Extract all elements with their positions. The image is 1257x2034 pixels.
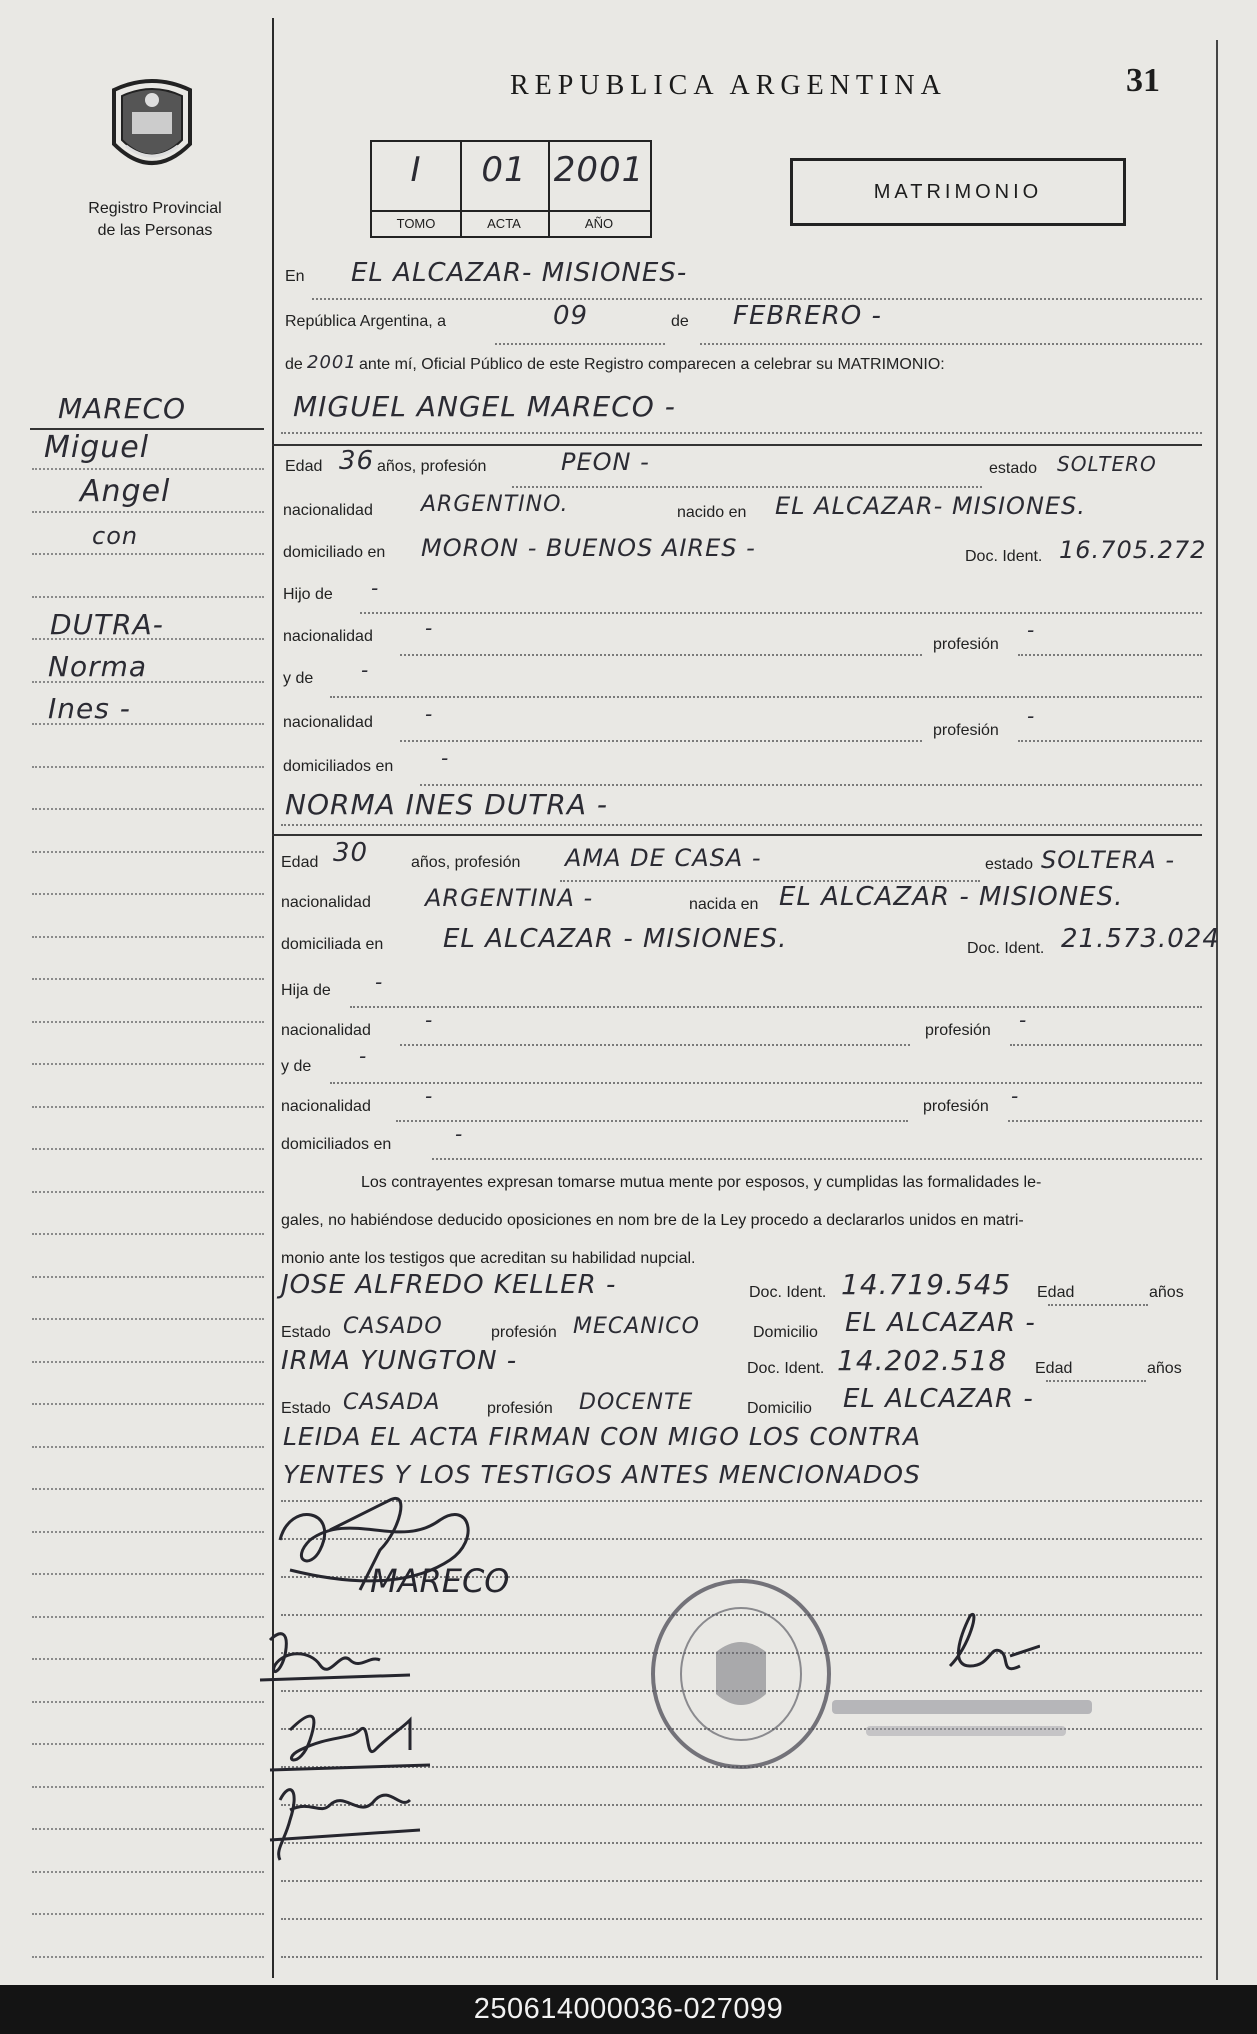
row-groom-padres-domicilio (281, 746, 1201, 786)
bride-madre-profesion-blank: - (1011, 1084, 1020, 1108)
dotline (396, 1120, 908, 1122)
margin-ruled-line (32, 681, 264, 683)
dotline (330, 696, 1202, 698)
registry-name (50, 198, 260, 242)
acta-label: ACTA (460, 210, 548, 236)
bride-domicilio-label: domiciliada en (281, 936, 384, 953)
row-groom-madre (281, 658, 1201, 698)
bride-anos-profesion-label: años, profesión (411, 854, 521, 871)
en-label: En (285, 268, 305, 285)
groom-profesion: PEON - (561, 448, 650, 476)
bride-section-rule (272, 834, 1202, 836)
officer-signature (920, 1596, 1040, 1696)
dotline (1018, 740, 1202, 742)
page-title: REPUBLICA ARGENTINA (510, 70, 947, 101)
officer-stamp-blur (866, 1726, 1066, 1736)
groom-edad: 36 (339, 446, 375, 476)
dotline (400, 654, 922, 656)
bride-y-de-label: y de (281, 1058, 312, 1075)
witness2-doc-label: Doc. Ident. (747, 1360, 825, 1377)
row-witness2-estado (281, 1384, 1201, 1424)
row-groom-domicilio (281, 534, 1207, 572)
margin-ruled-line (32, 1616, 264, 1618)
groom-padre-profesion-blank: - (1027, 618, 1036, 642)
groom-madre-profesion-label: profesión (933, 722, 999, 739)
tomo-cell (372, 142, 462, 236)
groom-nacido-label: nacido en (677, 504, 747, 521)
bride-edad: 30 (333, 838, 369, 868)
margin-ruled-line (32, 1446, 264, 1448)
dotline (281, 824, 1202, 826)
witness1-estado-label: Estado (281, 1324, 331, 1341)
margin-ruled-line (32, 1191, 264, 1193)
groom-anos-profesion-label: años, profesión (377, 458, 487, 475)
margin-ruled-line (32, 1403, 264, 1405)
witness1-profesion: MECANICO (573, 1314, 700, 1339)
witness2-domicilio: EL ALCAZAR - (843, 1384, 1034, 1414)
dotline (312, 298, 1202, 300)
anio-label: AÑO (548, 210, 650, 236)
margin-note-first: Miguel (44, 430, 150, 465)
margin-note-con: con (92, 522, 139, 550)
witness2-estado: CASADA (343, 1390, 441, 1415)
body-ruled-line (281, 1956, 1202, 1958)
month-value: FEBRERO - (733, 301, 882, 331)
bride-padre-nac-blank: - (425, 1008, 434, 1032)
bride-hija-blank: - (375, 970, 384, 994)
margin-ruled-line (32, 1658, 264, 1660)
page-number: 31 (1126, 62, 1160, 99)
closing-line-2: YENTES Y LOS TESTIGOS ANTES MENCIONADOS (283, 1460, 921, 1489)
acta-value: 01 (481, 150, 527, 190)
declaration-line-1: Los contrayentes expresan tomarse mutua mente por esposos, y cumplidas las formalidades le- (361, 1174, 1042, 1191)
bride-madre-nac-label: nacionalidad (281, 1098, 371, 1115)
row-groom-nacionalidad (281, 492, 1201, 530)
dotline (1008, 1120, 1202, 1122)
bride-estado-label: estado (985, 856, 1034, 873)
witness2-name: IRMA YUNGTON - (281, 1346, 518, 1376)
witness2-doc: 14.202.518 (837, 1344, 1008, 1377)
row-en (281, 258, 1201, 296)
groom-nacionalidad-label: nacionalidad (283, 502, 373, 519)
witness1-edad-label: Edad (1037, 1284, 1075, 1301)
row-witness1-name (281, 1268, 1201, 1306)
dotline (1046, 1380, 1146, 1382)
bride-domicilio: EL ALCAZAR - MISIONES. (443, 924, 788, 954)
dotline (512, 486, 982, 488)
declaration-line-2: gales, no habiéndose deducido oposiciones en nom bre de la Ley procedo a declararlos unidos en matri- (281, 1212, 1024, 1229)
row-bride-madre (281, 1044, 1201, 1086)
groom-domicilio-label: domiciliado en (283, 544, 386, 561)
margin-ruled-line (32, 893, 264, 895)
day-value: 09 (553, 301, 589, 331)
margin-ruled-line (32, 851, 264, 853)
groom-padre-nac-blank: - (425, 616, 434, 640)
groom-name: MIGUEL ANGEL MARECO - (293, 390, 676, 423)
en-value: EL ALCAZAR- MISIONES- (351, 258, 688, 288)
witness2-profesion-label: profesión (487, 1400, 553, 1417)
margin-ruled-line (32, 936, 264, 938)
witness2-edad-label: Edad (1035, 1360, 1073, 1377)
margin-ruled-line (32, 1956, 264, 1958)
margin-ruled-line (32, 1871, 264, 1873)
anio-cell (548, 142, 650, 236)
witness1-doc: 14.719.545 (841, 1268, 1012, 1301)
groom-doc: 16.705.272 (1059, 536, 1207, 564)
margin-ruled-line (32, 638, 264, 640)
groom-padre-profesion-label: profesión (933, 636, 999, 653)
row-groom-name (281, 392, 1201, 426)
witness1-name: JOSE ALFREDO KELLER - (281, 1270, 617, 1300)
row-groom-edad (281, 446, 1201, 486)
row-bride-hija (281, 970, 1201, 1010)
groom-madre-profesion-blank: - (1027, 704, 1036, 728)
ante-text: ante mí, Oficial Público de este Registro comparecen a celebrar su MATRIMONIO: (359, 356, 945, 373)
margin-ruled-line (32, 1531, 264, 1533)
margin-ruled-line (32, 1233, 264, 1235)
margin-ruled-line (32, 1063, 264, 1065)
tomo-value: I (410, 150, 422, 190)
row-groom-madre-nac (281, 702, 1201, 742)
margin-ruled-line (32, 1488, 264, 1490)
margin-ruled-line (32, 1148, 264, 1150)
margin-ruled-line (32, 1021, 264, 1023)
bride-doc-label: Doc. Ident. (967, 940, 1045, 957)
bride-hija-label: Hija de (281, 982, 331, 999)
declaration-paragraph (281, 1164, 1201, 1278)
row-witness2-name (281, 1344, 1201, 1382)
registry-seal-icon (104, 74, 200, 182)
declaration-line-3: monio ante los testigos que acreditan su habilidad nupcial. (281, 1250, 696, 1267)
bride-domiciliados-label: domiciliados en (281, 1136, 392, 1153)
margin-ruled-line (32, 978, 264, 980)
margin-note-bride-second: Ines - (48, 692, 131, 725)
bride-edad-label: Edad (281, 854, 319, 871)
witness2-estado-label: Estado (281, 1400, 331, 1417)
dotline (350, 1006, 1202, 1008)
margin-ruled-line (32, 766, 264, 768)
witness1-signature (270, 1716, 430, 1770)
dotline (432, 1158, 1202, 1160)
margin-ruled-line (32, 723, 264, 725)
groom-madre-nac-label: nacionalidad (283, 714, 373, 731)
year-prefix: de (285, 356, 303, 373)
official-stamp-icon (648, 1576, 834, 1772)
row-fecha (281, 301, 1201, 341)
right-border (1216, 40, 1218, 1980)
margin-ruled-line (32, 468, 264, 470)
bride-madre-nac-blank: - (425, 1084, 434, 1108)
bride-madre-blank: - (359, 1044, 368, 1068)
groom-domiciliados-blank: - (441, 746, 450, 770)
groom-hijo-label: Hijo de (283, 586, 333, 603)
row-groom-hijo (281, 576, 1201, 614)
margin-note-bride-surname: DUTRA- (50, 608, 164, 641)
row-groom-padre-nac (281, 616, 1201, 656)
groom-doc-label: Doc. Ident. (965, 548, 1043, 565)
margin-ruled-line (32, 553, 264, 555)
tomo-label: TOMO (372, 210, 460, 236)
margin-ruled-line (32, 1828, 264, 1830)
groom-nacido: EL ALCAZAR- MISIONES. (775, 492, 1086, 520)
witness1-profesion-label: profesión (491, 1324, 557, 1341)
row-closing-1 (281, 1424, 1201, 1458)
bride-signature (260, 1634, 410, 1680)
row-bride-domicilio (281, 924, 1220, 964)
body-ruled-line (281, 1880, 1202, 1882)
groom-section-rule (272, 444, 1202, 446)
dotline (281, 432, 1202, 434)
document-type-box: MATRIMONIO (790, 158, 1126, 226)
witness1-domicilio: EL ALCAZAR - (845, 1308, 1036, 1338)
bride-doc: 21.573.024 (1061, 924, 1220, 954)
dotline (400, 1044, 910, 1046)
margin-ruled-line (32, 1361, 264, 1363)
groom-madre-nac-blank: - (425, 702, 434, 726)
witness2-domicilio-label: Domicilio (747, 1400, 812, 1417)
bride-estado: SOLTERA - (1041, 846, 1176, 874)
bride-madre-profesion-label: profesión (923, 1098, 989, 1115)
bride-domiciliados-blank: - (455, 1122, 464, 1146)
dotline (420, 784, 1202, 786)
witness1-doc-label: Doc. Ident. (749, 1284, 827, 1301)
dotline (360, 612, 1202, 614)
dotline (330, 1082, 1202, 1084)
margin-ruled-line (32, 1701, 264, 1703)
bride-nacionalidad: ARGENTINA - (425, 884, 594, 912)
margin-note-surname: MARECO (58, 392, 187, 425)
margin-ruled-line (32, 511, 264, 513)
registry-line-1: Registro Provincial (88, 200, 222, 217)
row-bride-edad (281, 838, 1201, 882)
margin-ruled-line (32, 1573, 264, 1575)
groom-estado-label: estado (989, 460, 1038, 477)
witness1-domicilio-label: Domicilio (753, 1324, 818, 1341)
closing-line-1: LEIDA EL ACTA FIRMAN CON MIGO LOS CONTRA (283, 1422, 922, 1451)
witness1-estado: CASADO (343, 1314, 443, 1339)
margin-ruled-line (32, 1743, 264, 1745)
body-ruled-line (281, 1918, 1202, 1920)
bride-nacionalidad-label: nacionalidad (281, 894, 371, 911)
groom-estado: SOLTERO (1057, 452, 1157, 476)
margin-ruled-line (32, 808, 264, 810)
groom-y-de-label: y de (283, 670, 314, 687)
dotline (495, 343, 665, 345)
margin-ruled-line (32, 1318, 264, 1320)
groom-edad-label: Edad (285, 458, 323, 475)
row-bride-name (281, 788, 1201, 822)
witness2-profesion: DOCENTE (579, 1390, 694, 1415)
acta-cell (460, 142, 550, 236)
bride-profesion: AMA DE CASA - (565, 844, 762, 872)
officer-stamp-blur (832, 1700, 1092, 1714)
row-bride-nacionalidad (281, 882, 1201, 922)
margin-ruled-line (32, 596, 264, 598)
groom-signature-name: MARECO (370, 1562, 510, 1600)
registry-line-2: de las Personas (97, 222, 213, 239)
witness2-signature (270, 1790, 420, 1860)
dotline (1048, 1304, 1148, 1306)
anio-value: 2001 (553, 150, 645, 190)
groom-madre-blank: - (361, 658, 370, 682)
groom-domiciliados-label: domiciliados en (283, 758, 394, 775)
groom-hijo-blank: - (371, 576, 380, 600)
dotline (1010, 1044, 1202, 1046)
bride-padre-profesion-blank: - (1019, 1008, 1028, 1032)
row-witness1-estado (281, 1308, 1201, 1348)
bride-nacida-label: nacida en (689, 896, 759, 913)
bride-nacida: EL ALCAZAR - MISIONES. (779, 882, 1124, 912)
groom-domicilio: MORON - BUENOS AIRES - (421, 534, 756, 562)
republica-label: República Argentina, a (285, 313, 446, 330)
groom-padre-nac-label: nacionalidad (283, 628, 373, 645)
margin-ruled-line (32, 1106, 264, 1108)
witness1-anos-label: años (1149, 1284, 1184, 1301)
dotline (700, 343, 1202, 345)
margin-note-bride-first: Norma (48, 650, 148, 683)
margin-note-second: Angel (80, 474, 171, 509)
margin-ruled-line (32, 1786, 264, 1788)
bride-padre-nac-label: nacionalidad (281, 1022, 371, 1039)
row-ante (281, 350, 1201, 384)
margin-ruled-line (32, 1913, 264, 1915)
witness2-anos-label: años (1147, 1360, 1182, 1377)
barcode-number: 250614000036-027099 (0, 1985, 1257, 2034)
bride-padre-profesion-label: profesión (925, 1022, 991, 1039)
bride-name: NORMA INES DUTRA - (285, 788, 608, 821)
dotline (400, 740, 922, 742)
margin-ruled-line (32, 1276, 264, 1278)
tomo-acta-box (370, 140, 652, 238)
de-label: de (671, 313, 689, 330)
groom-nacionalidad: ARGENTINO. (421, 492, 569, 517)
year-value: 2001 (307, 352, 357, 373)
dotline (1018, 654, 1202, 656)
